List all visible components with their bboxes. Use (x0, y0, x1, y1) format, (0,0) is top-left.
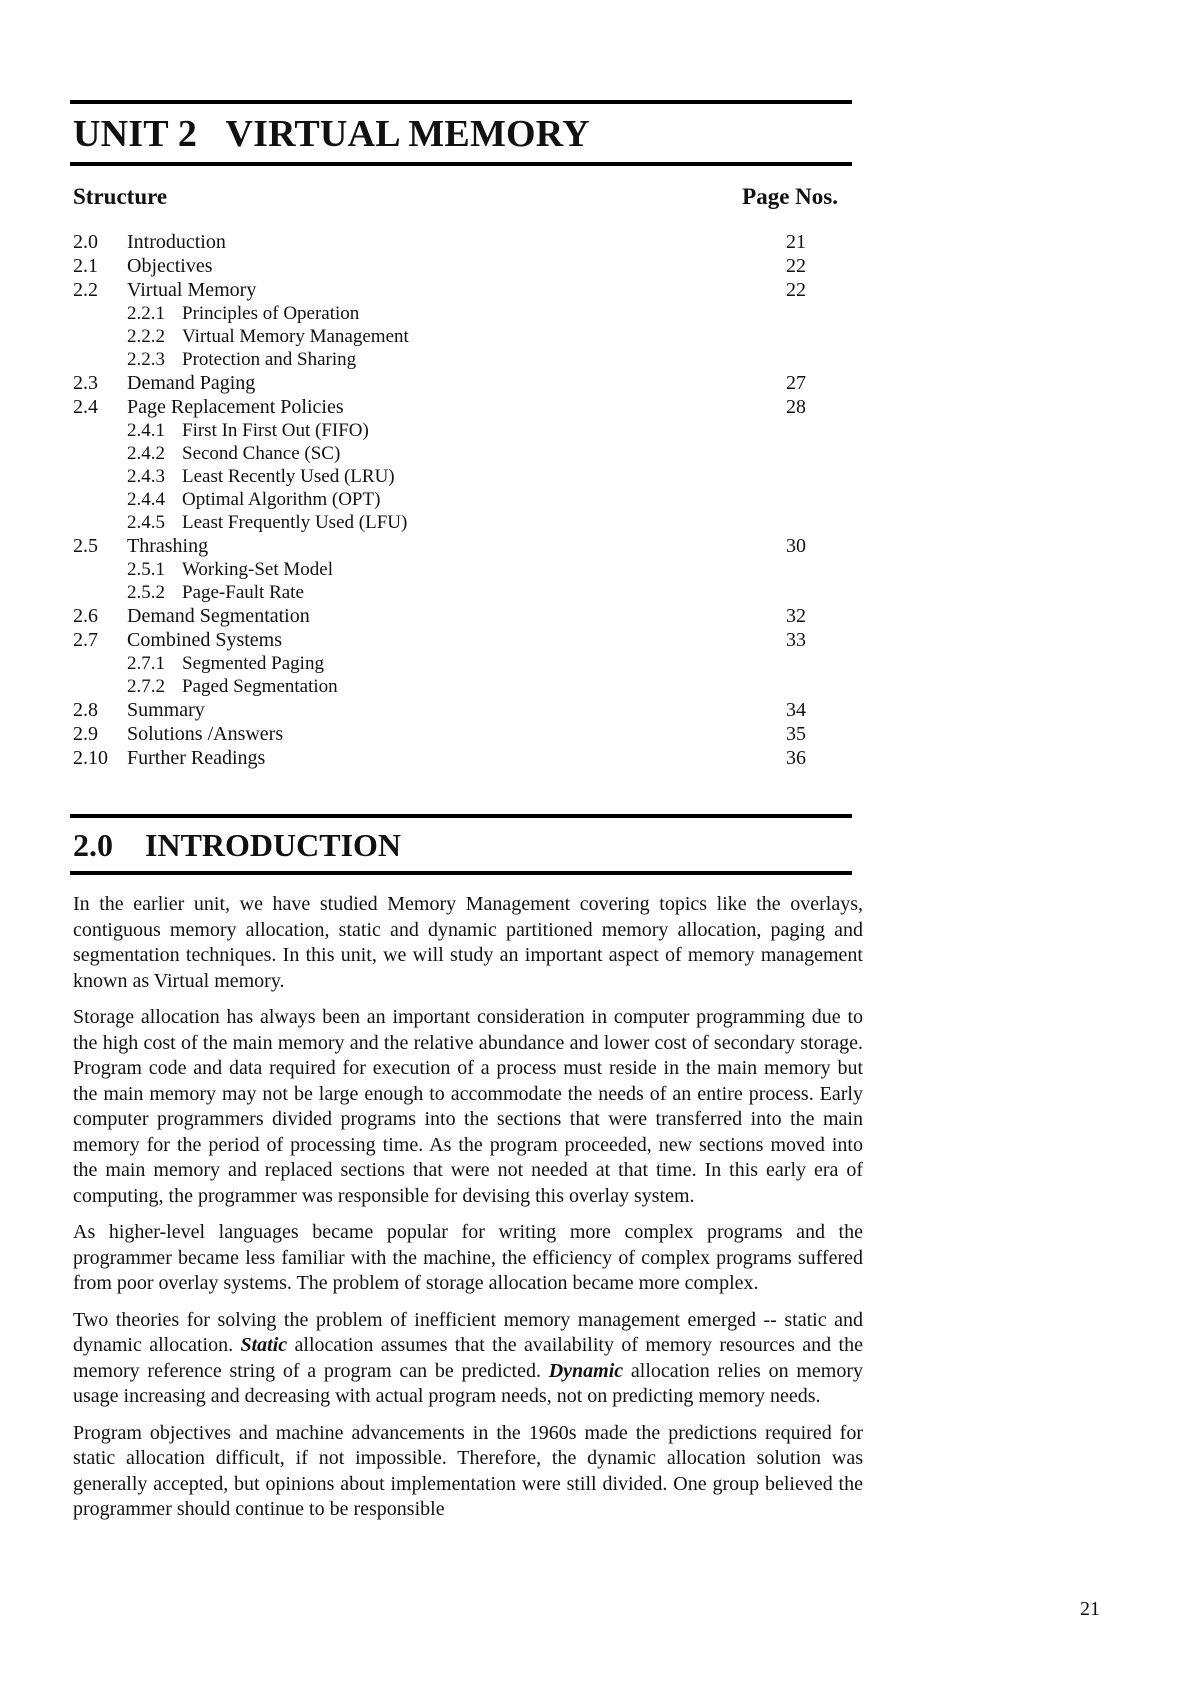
top-rule (70, 100, 852, 104)
body-paragraph: Program objectives and machine advancements in the 1960s made the predictions required for static allocation difficult, if not impossible. Therefore, the dynamic allocation solution was generally accepted, but opinions about implementation were still divided. One group believed the programmer should continue to be responsible (73, 1421, 863, 1520)
toc-subentry-number: 2.4.3 (127, 466, 165, 487)
toc-entry-label: Demand Segmentation (127, 605, 310, 627)
toc-subentry-label: Segmented Paging (182, 653, 324, 674)
toc-subentry-number: 2.2.3 (127, 349, 165, 370)
toc-subentry (73, 511, 813, 534)
toc-subentry (73, 325, 813, 348)
toc-subentry (73, 348, 813, 371)
section-top-rule (70, 814, 852, 818)
body-paragraph: Two theories for solving the problem of inefficient memory management emerged -- static and dynamic allocation. Static allocation assumes that the availability of memory resources and the memory reference string of a program can be predicted. Dynamic allocation relies on memory usage increasing and decreasing with actual program needs, not on predicting memory needs. (73, 1308, 863, 1407)
section-bottom-rule (70, 871, 852, 875)
toc-entry-label: Introduction (127, 231, 226, 253)
toc-entry-label: Further Readings (127, 747, 266, 769)
toc-subentry (73, 465, 813, 488)
toc-subentry-label: Principles of Operation (182, 303, 360, 324)
toc-subentry-number: 2.7.2 (127, 676, 165, 697)
toc-entry (73, 395, 813, 419)
toc-entry-page: 35 (786, 723, 806, 745)
structure-heading: Structure (73, 184, 168, 209)
toc-subentry-number: 2.7.1 (127, 653, 165, 674)
toc-subentry-number: 2.4.4 (127, 489, 165, 510)
toc-subentry-number: 2.4.1 (127, 420, 165, 441)
emphasis-term: Static (240, 1334, 288, 1356)
toc-subentry-number: 2.5.2 (127, 582, 165, 603)
emphasis-term: Dynamic (548, 1359, 624, 1382)
toc-entry (73, 534, 813, 558)
toc-subentry (73, 558, 813, 581)
toc-entry (73, 278, 813, 302)
toc-subentry-label: First In First Out (FIFO) (182, 420, 369, 441)
toc-entry-label: Page Replacement Policies (127, 396, 344, 418)
toc-entry-label: Virtual Memory (127, 279, 257, 301)
toc-entry (73, 254, 813, 278)
toc-entry-number: 2.0 (73, 231, 98, 253)
toc-subentry-number: 2.2.2 (127, 326, 165, 347)
toc-entry-number: 2.9 (73, 723, 98, 745)
toc-entry-number: 2.2 (73, 279, 98, 301)
toc-subentry-number: 2.4.5 (127, 512, 165, 533)
toc-subentry-label: Second Chance (SC) (182, 443, 341, 464)
toc-entry-number: 2.8 (73, 699, 98, 721)
toc-entry-page: 33 (786, 629, 806, 651)
toc-entry (73, 230, 813, 254)
toc-entry-page: 28 (786, 396, 806, 418)
toc-subentry-number: 2.4.2 (127, 443, 165, 464)
toc-subentry-label: Optimal Algorithm (OPT) (182, 489, 381, 510)
toc-entry-label: Combined Systems (127, 629, 283, 651)
toc-entry-page: 27 (786, 372, 806, 394)
body-paragraph: Storage allocation has always been an important consideration in computer programming due to the high cost of the main memory and the relative abundance and lower cost of secondary storage. Program code and data required for execution of a process must reside in the main memory but the main memory may not be large enough to accommodate the needs of an entire process. Early computer programmers divided programs into the sections that were transferred into the main memory for the period of processing time. As the program proceeded, new sections moved into the main memory and replaced sections that were not needed at that time. In this early era of computing, the programmer was responsible for devising this overlay system. (73, 1006, 863, 1207)
body-paragraph: As higher-level languages became popular for writing more complex programs and the programmer became less familiar with the machine, the efficiency of complex programs suffered from poor overlay systems. The problem of storage allocation became more complex. (73, 1221, 863, 1294)
toc-subentry-label: Working-Set Model (182, 559, 333, 580)
structure-header (73, 184, 838, 210)
toc-entry-number: 2.1 (73, 255, 98, 277)
toc-entry (73, 371, 813, 395)
toc-entry-label: Objectives (127, 255, 213, 277)
toc-subentry-label: Least Recently Used (LRU) (182, 466, 395, 487)
toc-subentry-label: Virtual Memory Management (182, 326, 409, 347)
toc-subentry (73, 652, 813, 675)
toc-entry (73, 722, 813, 746)
toc-entry (73, 746, 813, 770)
toc-entry-label: Summary (127, 699, 205, 721)
toc-subentry (73, 419, 813, 442)
toc-subentry-label: Page-Fault Rate (182, 582, 304, 603)
toc-entry-number: 2.5 (73, 535, 98, 557)
toc-entry-label: Thrashing (127, 535, 209, 557)
unit-title: UNIT 2 VIRTUAL MEMORY (73, 113, 590, 155)
toc-entry (73, 628, 813, 652)
toc-entry-label: Solutions /Answers (127, 723, 284, 745)
toc-entry-number: 2.10 (73, 747, 108, 769)
body-paragraph: In the earlier unit, we have studied Memory Management covering topics like the overlays, contiguous memory allocation, static and dynamic partitioned memory allocation, paging and segmentation techniques. In this unit, we will study an important aspect of memory management known as Virtual memory. (73, 893, 863, 992)
page-nos-heading: Page Nos. (742, 184, 838, 209)
toc-subentry-number: 2.2.1 (127, 303, 165, 324)
table-of-contents (73, 230, 813, 770)
toc-subentry-number: 2.5.1 (127, 559, 165, 580)
toc-entry-page: 36 (786, 747, 806, 769)
toc-entry (73, 604, 813, 628)
toc-entry-page: 22 (786, 255, 806, 277)
toc-entry-label: Demand Paging (127, 372, 256, 394)
toc-subentry (73, 302, 813, 325)
toc-subentry-label: Least Frequently Used (LFU) (182, 512, 408, 533)
toc-subentry (73, 488, 813, 511)
toc-entry-number: 2.7 (73, 629, 98, 651)
toc-subentry-label: Protection and Sharing (182, 349, 357, 370)
toc-entry-page: 34 (786, 699, 806, 721)
toc-entry-number: 2.4 (73, 396, 98, 418)
toc-entry-page: 22 (786, 279, 806, 301)
page-number: 21 (1080, 1598, 1100, 1620)
toc-entry-number: 2.3 (73, 372, 98, 394)
toc-entry-page: 32 (786, 605, 806, 627)
toc-subentry (73, 442, 813, 465)
toc-subentry-label: Paged Segmentation (182, 676, 338, 697)
toc-subentry (73, 675, 813, 698)
toc-entry-page: 21 (786, 231, 806, 253)
toc-entry (73, 698, 813, 722)
section-title: 2.0 INTRODUCTION (73, 827, 402, 863)
title-bottom-rule (70, 162, 852, 166)
toc-subentry (73, 581, 813, 604)
toc-entry-page: 30 (786, 535, 806, 557)
section-body (73, 892, 863, 1534)
toc-entry-number: 2.6 (73, 605, 98, 627)
